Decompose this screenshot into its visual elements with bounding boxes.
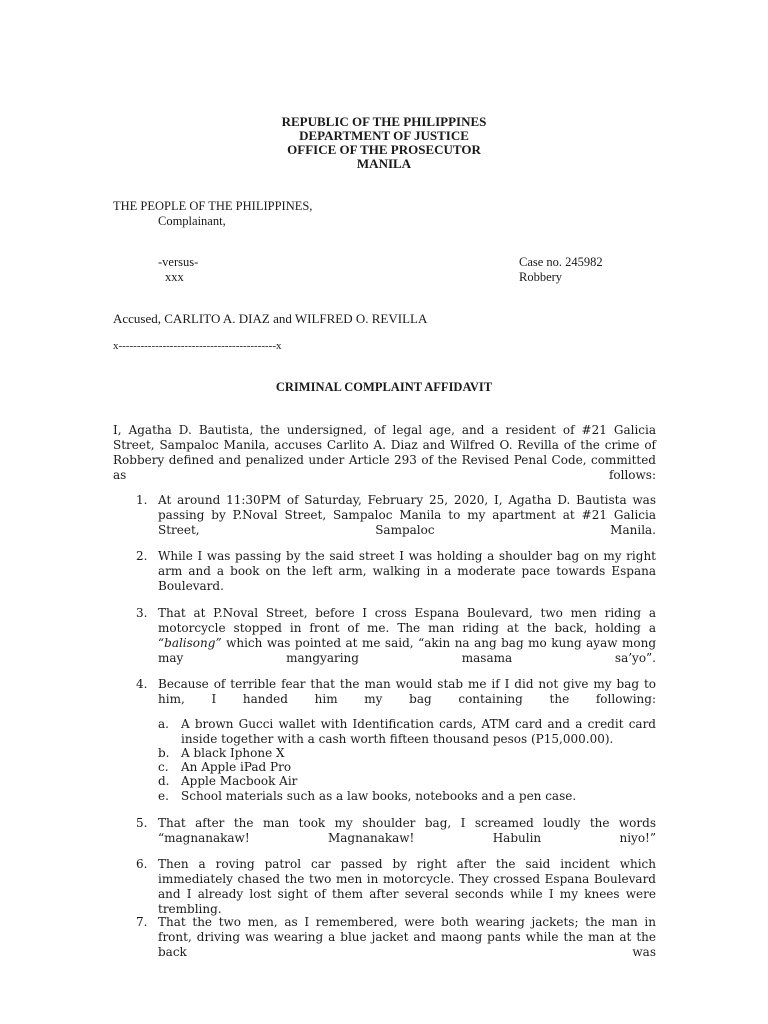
header-city: MANILA: [356, 156, 412, 171]
subitem-b-letter: b.: [158, 746, 170, 760]
item-3-text: [158, 606, 656, 668]
caption-complainant: Complainant,: [158, 214, 226, 228]
subitem-c-letter: c.: [158, 760, 169, 774]
header-department: DEPARTMENT OF JUSTICE: [299, 128, 469, 143]
intro-paragraph: I, Agatha D. Bautista, the undersigned, of legal age, and a resident of #21 Galicia Street, Sampaloc Manila, accuses Carlito A. Diaz and Wilfred O. Revilla of the crime of Robbery defined and penalized under Article 293 of the Revised Penal Code, committed as follows:: [113, 423, 656, 482]
item-4-number: 4.: [136, 677, 148, 691]
item-3-text-a: That at P.Noval Street, before I cross Espana Boulevard, two men riding a motorcycle stopped in front of me. The man riding at the back, holding a: [158, 606, 656, 635]
case-number: Case no. 245982: [519, 255, 603, 269]
caption-accused: Accused, CARLITO A. DIAZ and WILFRED O. REVILLA: [113, 311, 428, 326]
item-5-number: 5.: [136, 816, 148, 830]
offense-label: Robbery: [519, 270, 563, 284]
item-3-text-b: which was pointed at me said, “akin na ang bag mo kung ayaw mong may mangyaring masama sa’yo”.: [158, 636, 656, 665]
header-office: OFFICE OF THE PROSECUTOR: [287, 142, 481, 157]
document-title: CRIMINAL COMPLAINT AFFIDAVIT: [275, 380, 493, 394]
subitem-e-letter: e.: [158, 789, 169, 803]
subitem-d-text: Apple Macbook Air: [181, 774, 298, 788]
caption-divider: x-------------------------------------------x: [113, 340, 282, 352]
item-7-text: That the two men, as I remembered, were both wearing jackets; the man in front, driving was wearing a blue jacket and maong pants while the man at the back was: [158, 915, 656, 959]
item-3-balisong: “balisong”: [158, 636, 222, 650]
subitem-e-text: School materials such as a law books, notebooks and a pen case.: [181, 789, 577, 803]
item-1-number: 1.: [136, 493, 148, 507]
item-5-text: That after the man took my shoulder bag, I screamed loudly the words “magnanakaw! Magnanakaw! Habulin niyo!”: [158, 816, 656, 845]
caption-party: THE PEOPLE OF THE PHILIPPINES,: [113, 199, 313, 213]
subitem-b-text: A black Iphone X: [181, 746, 285, 760]
subitem-d-letter: d.: [158, 774, 170, 788]
subitem-a-letter: a.: [158, 717, 169, 731]
item-1-text: At around 11:30PM of Saturday, February 25, 2020, I, Agatha D. Bautista was passing by P.Noval Street, Sampaloc Manila to my apartment at #21 Galicia Street, Sampaloc Manila.: [158, 493, 656, 537]
subitem-a-text: A brown Gucci wallet with Identification cards, ATM card and a credit card inside together with a cash worth fifteen thousand pesos (P15,000.00).: [181, 717, 656, 746]
header-republic: REPUBLIC OF THE PHILIPPINES: [281, 114, 487, 129]
item-6-number: 6.: [136, 857, 148, 871]
item-3-number: 3.: [136, 606, 148, 620]
item-4-text: Because of terrible fear that the man would stab me if I did not give my bag to him, I handed him my bag containing the following:: [158, 677, 656, 706]
item-7-number: 7.: [136, 915, 148, 929]
item-2-text: While I was passing by the said street I was holding a shoulder bag on my right arm and a book on the left arm, walking in a moderate pace towards Espana Boulevard.: [158, 549, 656, 593]
item-6-text: Then a roving patrol car passed by right after the said incident which immediately chased the two men in motorcycle. They crossed Espana Boulevard and I already lost sight of them after several seconds while I my knees were trembling.: [158, 857, 656, 916]
item-2-number: 2.: [136, 549, 148, 563]
subitem-c-text: An Apple iPad Pro: [181, 760, 292, 774]
caption-versus: -versus-: [158, 255, 199, 269]
caption-xxx: xxx: [165, 270, 184, 284]
